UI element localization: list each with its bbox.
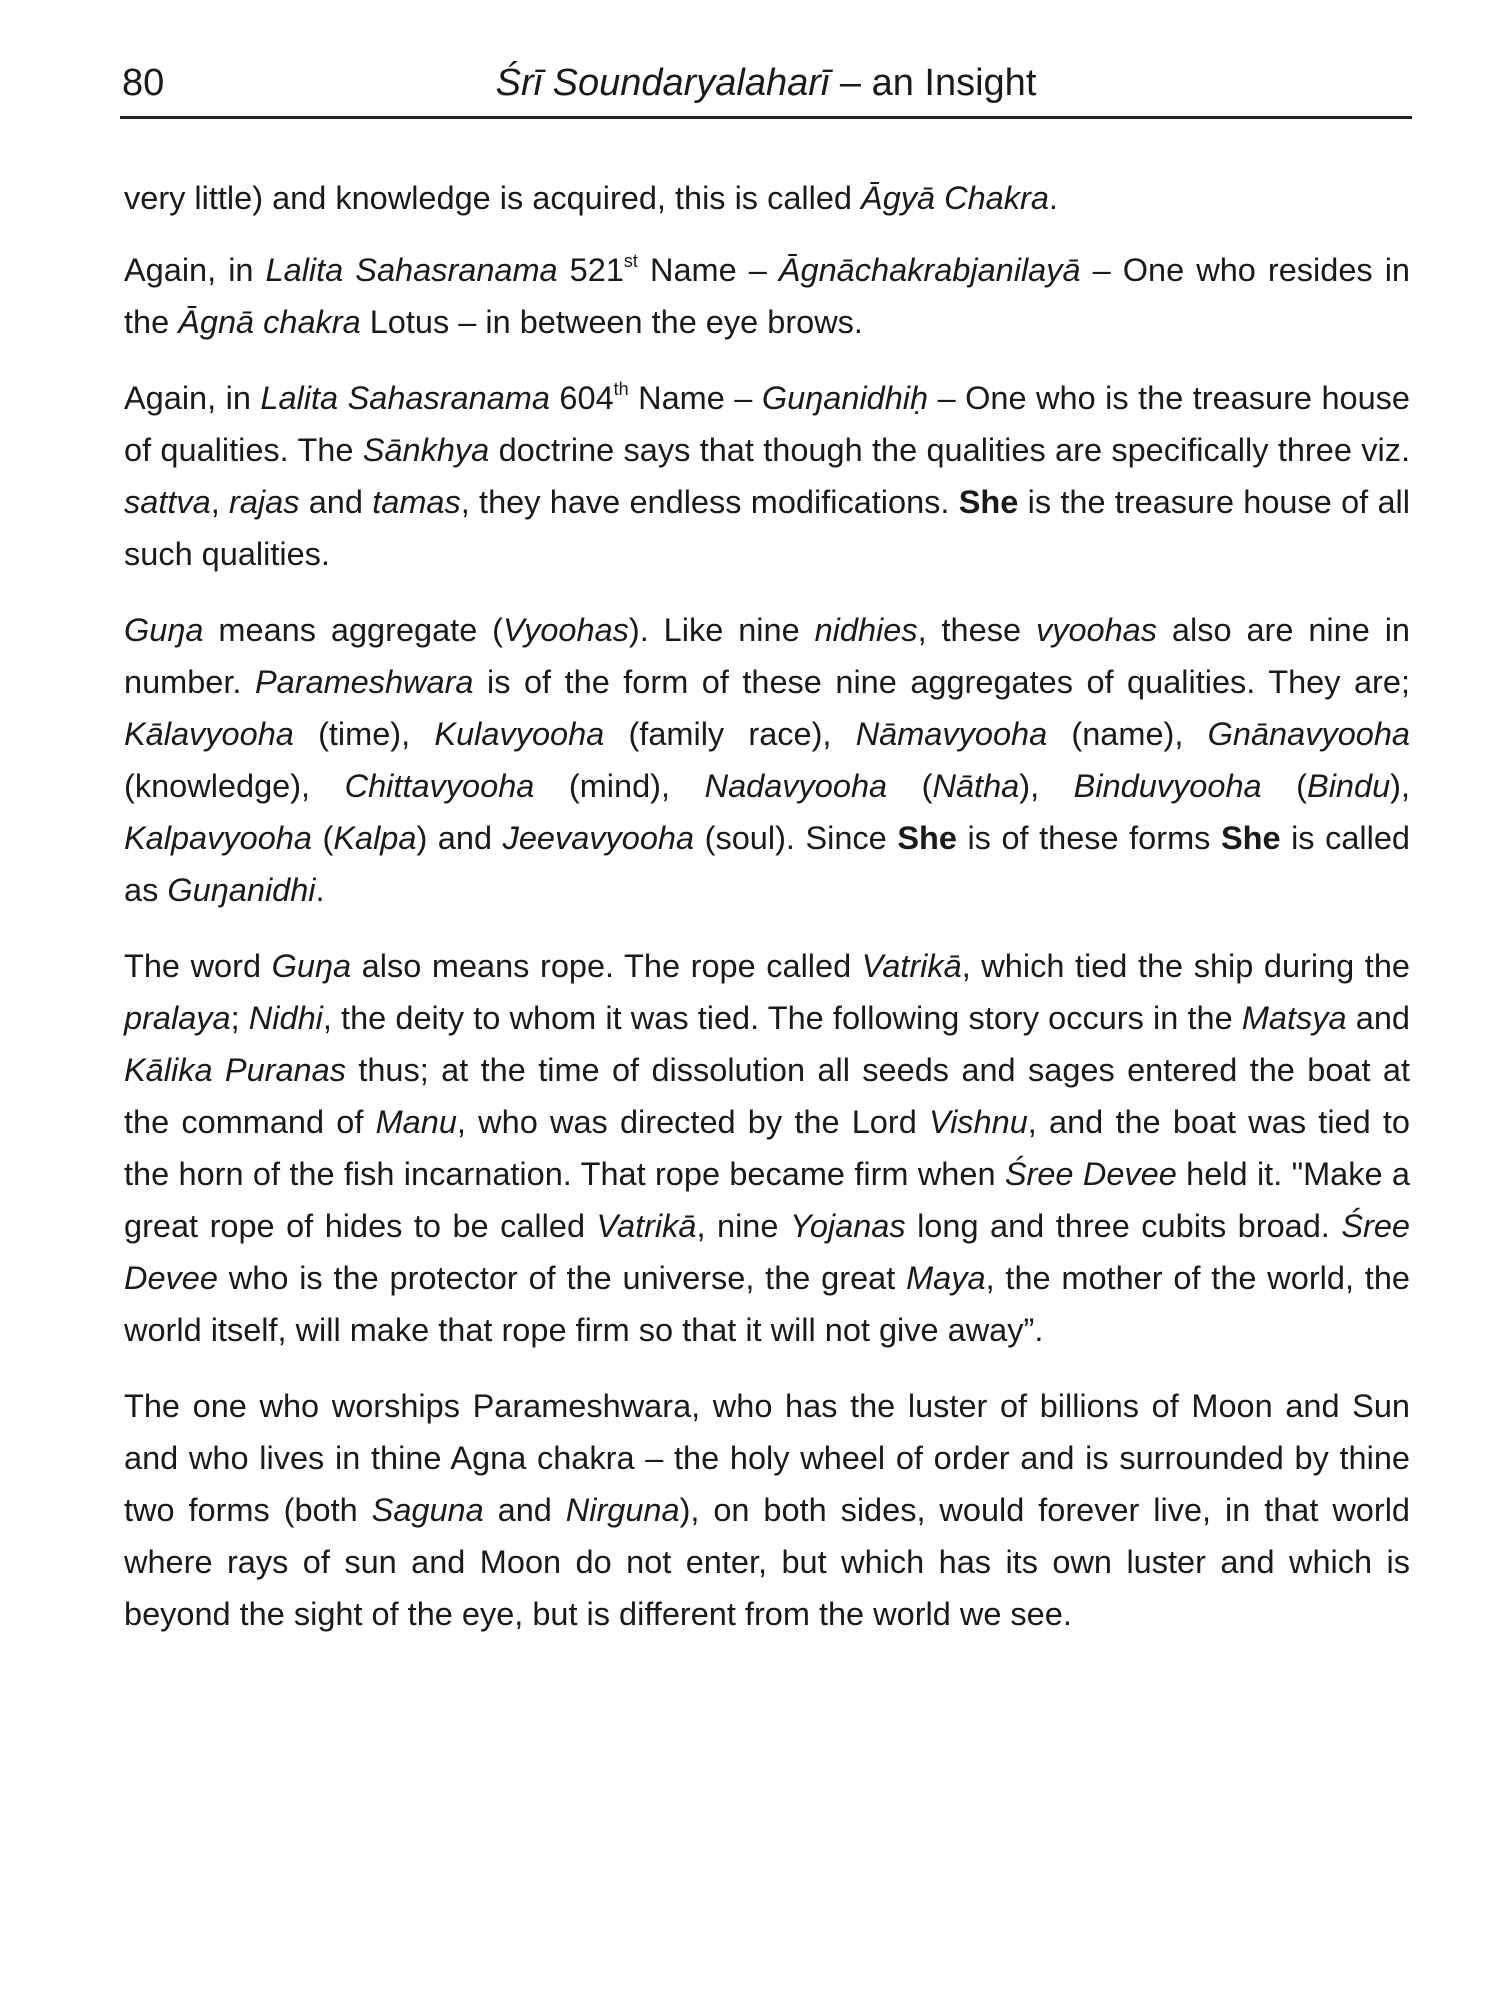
text-run: The word	[124, 948, 272, 984]
text-run: Again, in	[124, 252, 266, 288]
text-run: Kalpavyooha	[124, 820, 312, 856]
text-run: is of the form of these nine aggregates of qualities. They are;	[473, 664, 1410, 700]
text-run: Nirguna	[565, 1492, 680, 1528]
text-run: , they have endless modifications.	[460, 484, 959, 520]
text-run: Śree Devee	[1004, 1156, 1177, 1192]
text-run: (time),	[293, 716, 435, 752]
text-run: Vyoohas	[503, 612, 629, 648]
body-text	[124, 172, 1410, 1664]
text-run: – One who is the treasure house of qualities. The	[124, 380, 1410, 468]
text-run: sattva	[124, 484, 211, 520]
page-number: 80	[122, 62, 165, 104]
text-run: The one who worships Parameshwara, who has the luster of billions of Moon and Sun and who lives in thine Agna chakra – the holy wheel of order and is surrounded by thine two forms (both	[124, 1388, 1410, 1528]
text-run: (	[1261, 768, 1308, 804]
text-run: Nāmavyooha	[855, 716, 1048, 752]
text-run: , these	[917, 612, 1036, 648]
text-run: 521	[557, 252, 624, 288]
text-run: Vishnu	[928, 1104, 1028, 1140]
text-run: She	[897, 820, 957, 856]
text-run: also means rope. The rope called	[351, 948, 862, 984]
text-run: Kalpa	[333, 820, 417, 856]
text-run: , the mother of the world, the world itself, will make that rope firm so that it will not give away”.	[124, 1260, 1410, 1348]
text-run: Matsya	[1241, 1000, 1347, 1036]
text-run: Guŋanidhiḥ	[761, 380, 929, 416]
text-run: Lotus – in between the eye brows.	[360, 304, 863, 340]
text-run: Chittavyooha	[344, 768, 535, 804]
text-run: Nātha	[932, 768, 1020, 804]
book-title	[120, 60, 1412, 106]
text-run: (soul). Since	[694, 820, 898, 856]
text-run: – One who resides in the	[124, 252, 1411, 340]
text-run: Āgnā chakra	[178, 304, 361, 340]
text-run: doctrine says that though the qualities are specifically three viz.	[489, 432, 1410, 468]
paragraph-worships-parameshwara	[124, 1380, 1410, 1640]
text-run: also are nine in number.	[124, 612, 1411, 700]
text-run: Bindu	[1307, 768, 1391, 804]
text-run: (	[311, 820, 334, 856]
text-run: is called as	[124, 820, 1411, 908]
paragraph-name-521	[124, 244, 1410, 348]
paragraph-guna-rope	[124, 940, 1410, 1356]
text-run: .	[1048, 180, 1058, 216]
text-run: st	[623, 251, 638, 272]
text-run: Kālavyooha	[124, 716, 294, 752]
text-run: Lalita Sahasranama	[265, 252, 558, 288]
text-run: , nine	[696, 1208, 790, 1244]
text-run: Kālika Puranas	[124, 1052, 346, 1088]
text-run: Vatrikā	[596, 1208, 697, 1244]
text-run: (	[887, 768, 933, 804]
text-run: Guŋanidhi	[167, 872, 316, 908]
text-run: She	[958, 484, 1019, 520]
text-run: means aggregate (	[203, 612, 504, 648]
text-run: Āgyā Chakra	[861, 180, 1049, 216]
text-run: th	[613, 379, 629, 400]
text-run: , and the boat was tied to the horn of the fish incarnation. That rope became firm when	[124, 1104, 1411, 1192]
book-title-italic: Śrī Soundaryalaharī	[495, 62, 830, 104]
text-run: and	[299, 484, 373, 520]
paragraph-agya-chakra	[124, 172, 1410, 224]
text-run: Lalita Sahasranama	[260, 380, 550, 416]
header-rule	[120, 116, 1412, 119]
running-head	[120, 58, 1412, 114]
text-run: Manu	[375, 1104, 457, 1140]
text-run: Binduvyooha	[1073, 768, 1262, 804]
text-run: Name –	[628, 380, 762, 416]
text-run: Gnānavyooha	[1207, 716, 1410, 752]
text-run: Yojanas	[789, 1208, 906, 1244]
text-run: Nadavyooha	[704, 768, 888, 804]
text-run: Parameshwara	[254, 664, 474, 700]
text-run: ;	[230, 1000, 249, 1036]
text-run: is the treasure house of all such qualities.	[124, 484, 1410, 572]
text-run: pralaya	[124, 1000, 231, 1036]
text-run: vyoohas	[1035, 612, 1158, 648]
text-run: Guŋa	[271, 948, 352, 984]
text-run: Jeevavyooha	[502, 820, 695, 856]
text-run: Guŋa	[124, 612, 204, 648]
text-run: (family race),	[604, 716, 856, 752]
text-run: is of these forms	[956, 820, 1221, 856]
text-run: ),	[1019, 768, 1074, 804]
text-run: 604	[549, 380, 614, 416]
text-run: Āgnāchakrabjanilayā	[778, 252, 1081, 288]
text-run: and	[1346, 1000, 1411, 1036]
text-run: , which tied the ship during the	[961, 948, 1410, 984]
text-run: and	[483, 1492, 566, 1528]
text-run: Maya	[906, 1260, 986, 1296]
text-run: Vatrikā	[861, 948, 962, 984]
text-run: thus; at the time of dissolution all seeds and sages entered the boat at the command of	[124, 1052, 1410, 1140]
text-run: held it. "Make a great rope of hides to be called	[124, 1156, 1411, 1244]
paragraph-name-604	[124, 372, 1410, 580]
text-run: She	[1220, 820, 1281, 856]
text-run: long and three cubits broad.	[905, 1208, 1342, 1244]
text-run: Śree Devee	[124, 1208, 1410, 1296]
text-run: rajas	[229, 484, 300, 520]
text-run: ) and	[416, 820, 503, 856]
text-run: , who was directed by the Lord	[456, 1104, 929, 1140]
text-run: Nidhi	[248, 1000, 323, 1036]
text-run: ), on both sides, would forever live, in that world where rays of sun and Moon do not enter, but which has its own luster and which is beyond the sight of the eye, but is different from the world we see.	[124, 1492, 1410, 1632]
text-run: who is the protector of the universe, the great	[217, 1260, 907, 1296]
text-run: Name –	[637, 252, 779, 288]
text-run: nidhies	[814, 612, 918, 648]
text-run: Kulavyooha	[434, 716, 605, 752]
text-run: Sānkhya	[362, 432, 490, 468]
text-run: (mind),	[534, 768, 705, 804]
text-run: tamas	[372, 484, 461, 520]
book-title-rest: – an Insight	[829, 62, 1037, 104]
text-run: very little) and knowledge is acquired, this is called	[124, 180, 862, 216]
text-run: ),	[1390, 768, 1410, 804]
text-run: Saguna	[371, 1492, 484, 1528]
text-run: ,	[210, 484, 230, 520]
text-run: Again, in	[124, 380, 261, 416]
text-run: ). Like nine	[628, 612, 815, 648]
text-run: (name),	[1047, 716, 1208, 752]
text-run: .	[315, 872, 325, 908]
text-run: , the deity to whom it was tied. The following story occurs in the	[322, 1000, 1242, 1036]
paragraph-guna-aggregate	[124, 604, 1410, 916]
text-run: (knowledge),	[124, 768, 345, 804]
